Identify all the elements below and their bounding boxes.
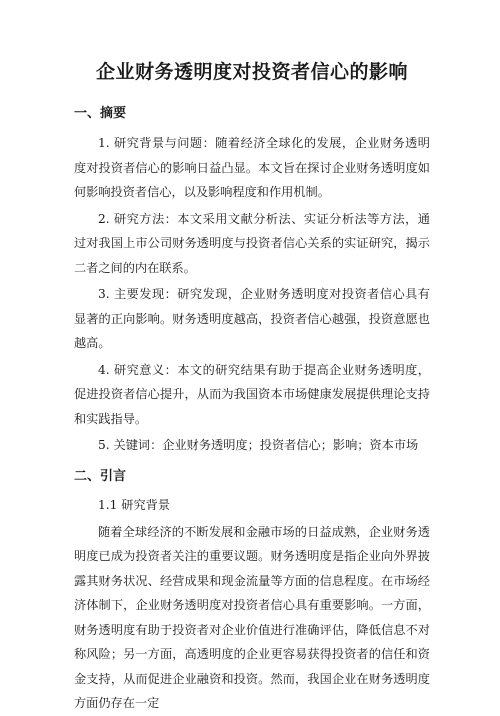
- paragraph: 2. 研究方法：本文采用文献分析法、实证分析法等方法，通过对我国上市公司财务透明度与投资者信心关系的实证研究，揭示二者之间的内在联系。: [74, 211, 430, 275]
- paragraph: 5. 关键词：企业财务透明度；投资者信心；影响；资本市场: [98, 438, 419, 452]
- paragraph: 随着全球经济的不断发展和金融市场的日益成熟，企业财务透明度已成为投资者关注的重要议题。财务透明度是指企业向外界披露其财务状况、经营成果和现金流量等方面的信息程度。在市场经济体制下，企业财务透明度对投资者信心具有重要影响。一方面，财务透明度有助于投资者对企业价值进行准确评估，降低信息不对称风险；另一方面，高透明度的企业更容易获得投资者的信任和资金支持，从而促进企业融资和投资。然而，我国企业在财务透明度方面仍存在一定: [74, 524, 430, 710]
- section-abstract: [74, 105, 430, 458]
- subsection-heading: 1.1 研究背景: [98, 497, 171, 512]
- paragraph: 3. 主要发现：研究发现，企业财务透明度对投资者信心具有显著的正向影响。财务透明度越高，投资者信心越强，投资意愿也越高。: [74, 287, 430, 350]
- paragraph: 1. 研究背景与问题：随着经济全球化的发展，企业财务透明度对投资者信心的影响日益凸显。本文旨在探讨企业财务透明度如何影响投资者信心，以及影响程度和作用机制。: [74, 136, 430, 199]
- section-heading: 一、摘要: [74, 106, 127, 121]
- paragraph: 4. 研究意义：本文的研究结果有助于提高企业财务透明度，促进投资者信心提升，从而为我国资本市场健康发展提供理论支持和实践指导。: [74, 362, 430, 426]
- document-title: 企业财务透明度对投资者信心的影响: [95, 61, 408, 83]
- section-introduction: [74, 468, 430, 716]
- section-heading: 二、引言: [74, 468, 127, 484]
